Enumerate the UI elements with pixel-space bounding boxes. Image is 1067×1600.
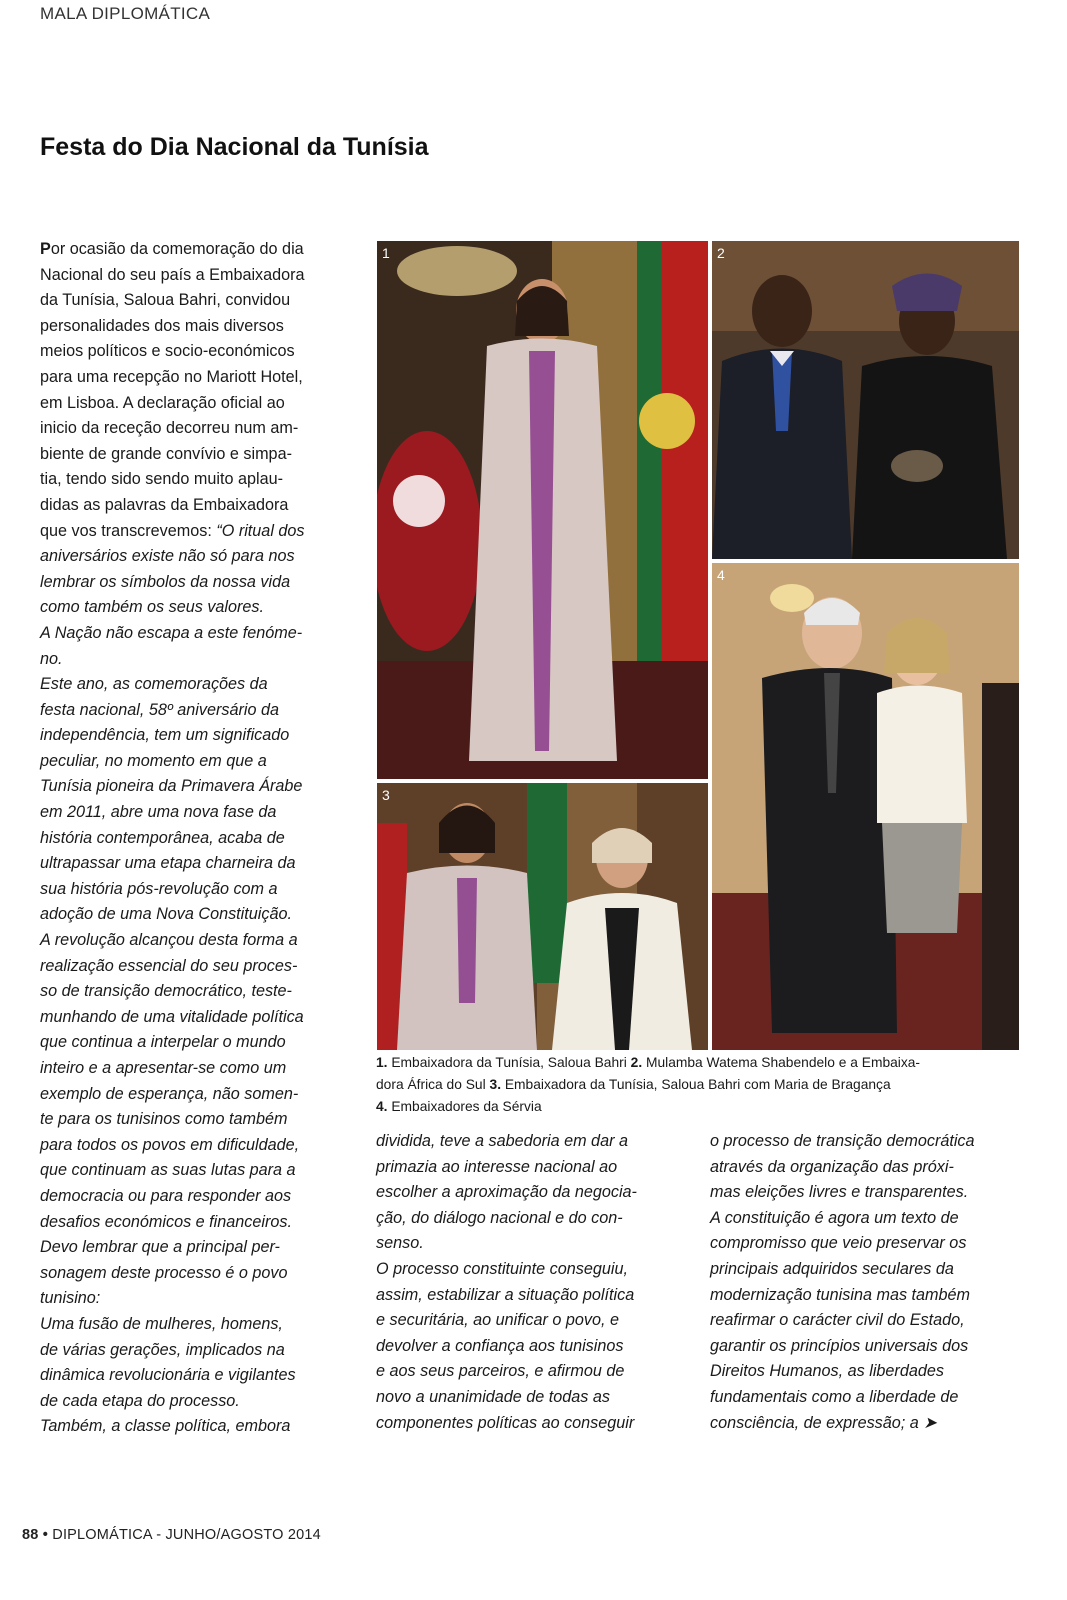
text-line: e securitária, ao unificar o povo, e: [376, 1311, 619, 1330]
text-line: primazia ao interesse nacional ao: [376, 1157, 618, 1176]
text-line: novo a unanimidade de todas as: [376, 1387, 610, 1406]
publication-info: DIPLOMÁTICA - JUNHO/AGOSTO 2014: [48, 1527, 321, 1543]
text-line: peculiar, no momento em que a: [40, 751, 267, 770]
text-line: Direitos Humanos, as liberdades: [710, 1362, 944, 1381]
text-line: de várias gerações, implicados na: [40, 1340, 285, 1359]
text-line: didas as palavras da Embaixadora: [40, 495, 289, 514]
text-line: munhando de uma vitalidade política: [40, 1007, 304, 1026]
text-line: Devo lembrar que a principal per-: [40, 1238, 280, 1257]
photo-2-image: [712, 241, 1019, 559]
text-line: história contemporânea, acaba de: [40, 828, 285, 847]
text-line: inteiro e a apresentar-se como um: [40, 1059, 287, 1077]
text-line: e aos seus parceiros, e afirmou de: [376, 1362, 625, 1381]
text-line: sonagem deste processo é o povo: [40, 1263, 288, 1282]
text-line: no.: [40, 649, 63, 668]
text-line: reafirmar o carácter civil do Estado,: [710, 1311, 965, 1330]
text-line: adoção de uma Nova Constituição.: [40, 905, 292, 924]
text-line: te para os tunisinos como também: [40, 1110, 288, 1129]
caption-number: 1.: [376, 1055, 392, 1070]
text-line: para todos os povos em dificuldade,: [40, 1135, 300, 1154]
caption-number: 4.: [376, 1099, 392, 1114]
text-line: inicio da receção decorreu num am-: [40, 419, 299, 438]
page-footer: [22, 1527, 321, 1543]
text-line: realização essencial do seu proces-: [40, 956, 298, 975]
article-column-2: [376, 1129, 696, 1436]
caption-line: 1. Embaixadora da Tunísia, Saloua Bahri 2. Mulamba Watema Shabendelo e a Embaixa-: [376, 1055, 921, 1070]
photo-1-image: [377, 241, 708, 779]
text-line: tunisino:: [40, 1289, 101, 1308]
text-line: Nacional do seu país a Embaixadora: [40, 265, 305, 284]
photo-2: [712, 241, 1019, 559]
text-line: principais adquiridos seculares da: [710, 1259, 954, 1278]
text-line: através da organização das próxi-: [710, 1157, 954, 1176]
text-line: sua história pós-revolução com a: [40, 879, 278, 898]
photo-1: [377, 241, 708, 779]
caption-line: 4. Embaixadores da Sérvia: [376, 1099, 542, 1114]
photo-3-image: [377, 783, 708, 1050]
text-line: para uma recepção no Mariott Hotel,: [40, 367, 303, 386]
text-line: compromisso que veio preservar os: [710, 1234, 967, 1253]
photo-number: 4: [717, 567, 725, 583]
photo-4-image: [712, 563, 1019, 1050]
text-line: A constituição é agora um texto de: [710, 1208, 959, 1227]
drop-cap: P: [40, 240, 51, 258]
text-line: festa nacional, 58º aniversário da: [40, 700, 279, 719]
photo-3: [377, 783, 708, 1050]
text-line: biente de grande convívio e simpa-: [40, 444, 292, 463]
text-line: senso.: [376, 1234, 424, 1253]
photo-number: 3: [382, 787, 390, 803]
text-line: que continua a interpelar o mundo: [40, 1033, 286, 1052]
text-line: componentes políticas ao conseguir: [376, 1413, 635, 1432]
photo-4: [712, 563, 1019, 1050]
article-column-3: [710, 1129, 1030, 1436]
caption-number: 3.: [489, 1077, 505, 1092]
text-line: escolher a aproximação da negocia-: [376, 1183, 637, 1202]
text-line: desafios económicos e financeiros.: [40, 1212, 292, 1231]
text-line: ultrapassar uma etapa charneira da: [40, 854, 296, 873]
text-line: exemplo de esperança, não somen-: [40, 1084, 299, 1103]
text-line: ção, do diálogo nacional e do con-: [376, 1208, 623, 1227]
text-line: assim, estabilizar a situação política: [376, 1285, 635, 1304]
text-line: O processo constituinte conseguiu,: [376, 1259, 628, 1278]
text-line: A Nação não escapa a este fenóme-: [40, 623, 303, 642]
photo-caption: [376, 1052, 1021, 1118]
text-line: democracia ou para responder aos: [40, 1186, 292, 1205]
text-line: independência, tem um significado: [40, 726, 290, 745]
text-line: so de transição democrático, teste-: [40, 982, 292, 1001]
text-line: de cada etapa do processo.: [40, 1391, 240, 1410]
text-line: dividida, teve a sabedoria em dar a: [376, 1132, 628, 1150]
text-line: que vos transcrevemos: “O ritual dos: [40, 521, 305, 540]
text-line: que continuam as suas lutas para a: [40, 1161, 296, 1180]
section-label: MALA DIPLOMÁTICA: [40, 4, 211, 23]
text-line: personalidades dos mais diversos: [40, 316, 284, 335]
caption-line: dora África do Sul 3. Embaixadora da Tunísia, Saloua Bahri com Maria de Bragança: [376, 1077, 891, 1092]
text-line: Por ocasião da comemoração do dia: [40, 240, 304, 258]
photo-number: 2: [717, 245, 725, 261]
text-line: lembrar os símbolos da nossa vida: [40, 572, 291, 591]
text-line: consciência, de expressão; a ➤: [710, 1413, 937, 1432]
text-line: dinâmica revolucionária e vigilantes: [40, 1366, 296, 1385]
text-line: A revolução alcançou desta forma a: [40, 931, 298, 950]
photo-number: 1: [382, 245, 390, 261]
text-line: Este ano, as comemorações da: [40, 675, 268, 694]
text-line: o processo de transição democrática: [710, 1132, 975, 1150]
text-line: Uma fusão de mulheres, homens,: [40, 1314, 283, 1333]
caption-number: 2.: [630, 1055, 646, 1070]
text-line: fundamentais como a liberdade de: [710, 1387, 959, 1406]
text-line: mas eleições livres e transparentes.: [710, 1183, 969, 1202]
text-line: Também, a classe política, embora: [40, 1417, 291, 1436]
text-line: aniversários existe não só para nos: [40, 547, 295, 566]
text-line: Tunísia pioneira da Primavera Árabe: [40, 777, 303, 796]
quote-start: “O ritual dos: [216, 521, 305, 540]
article-title: Festa do Dia Nacional da Tunísia: [40, 133, 429, 161]
text-line: modernização tunisina mas também: [710, 1285, 971, 1304]
text-line: em 2011, abre uma nova fase da: [40, 803, 277, 822]
text-line: da Tunísia, Saloua Bahri, convidou: [40, 291, 291, 310]
text-line: garantir os princípios universais dos: [710, 1336, 969, 1355]
text-line: meios políticos e socio-económicos: [40, 342, 295, 361]
page-number: 88 •: [22, 1527, 49, 1543]
text-line: devolver a confiança aos tunisinos: [376, 1336, 624, 1355]
article-column-1: [40, 237, 360, 1440]
text-line: tia, tendo sido sendo muito aplau-: [40, 470, 283, 489]
text-line: em Lisboa. A declaração oficial ao: [40, 393, 285, 412]
text-line: como também os seus valores.: [40, 598, 265, 617]
